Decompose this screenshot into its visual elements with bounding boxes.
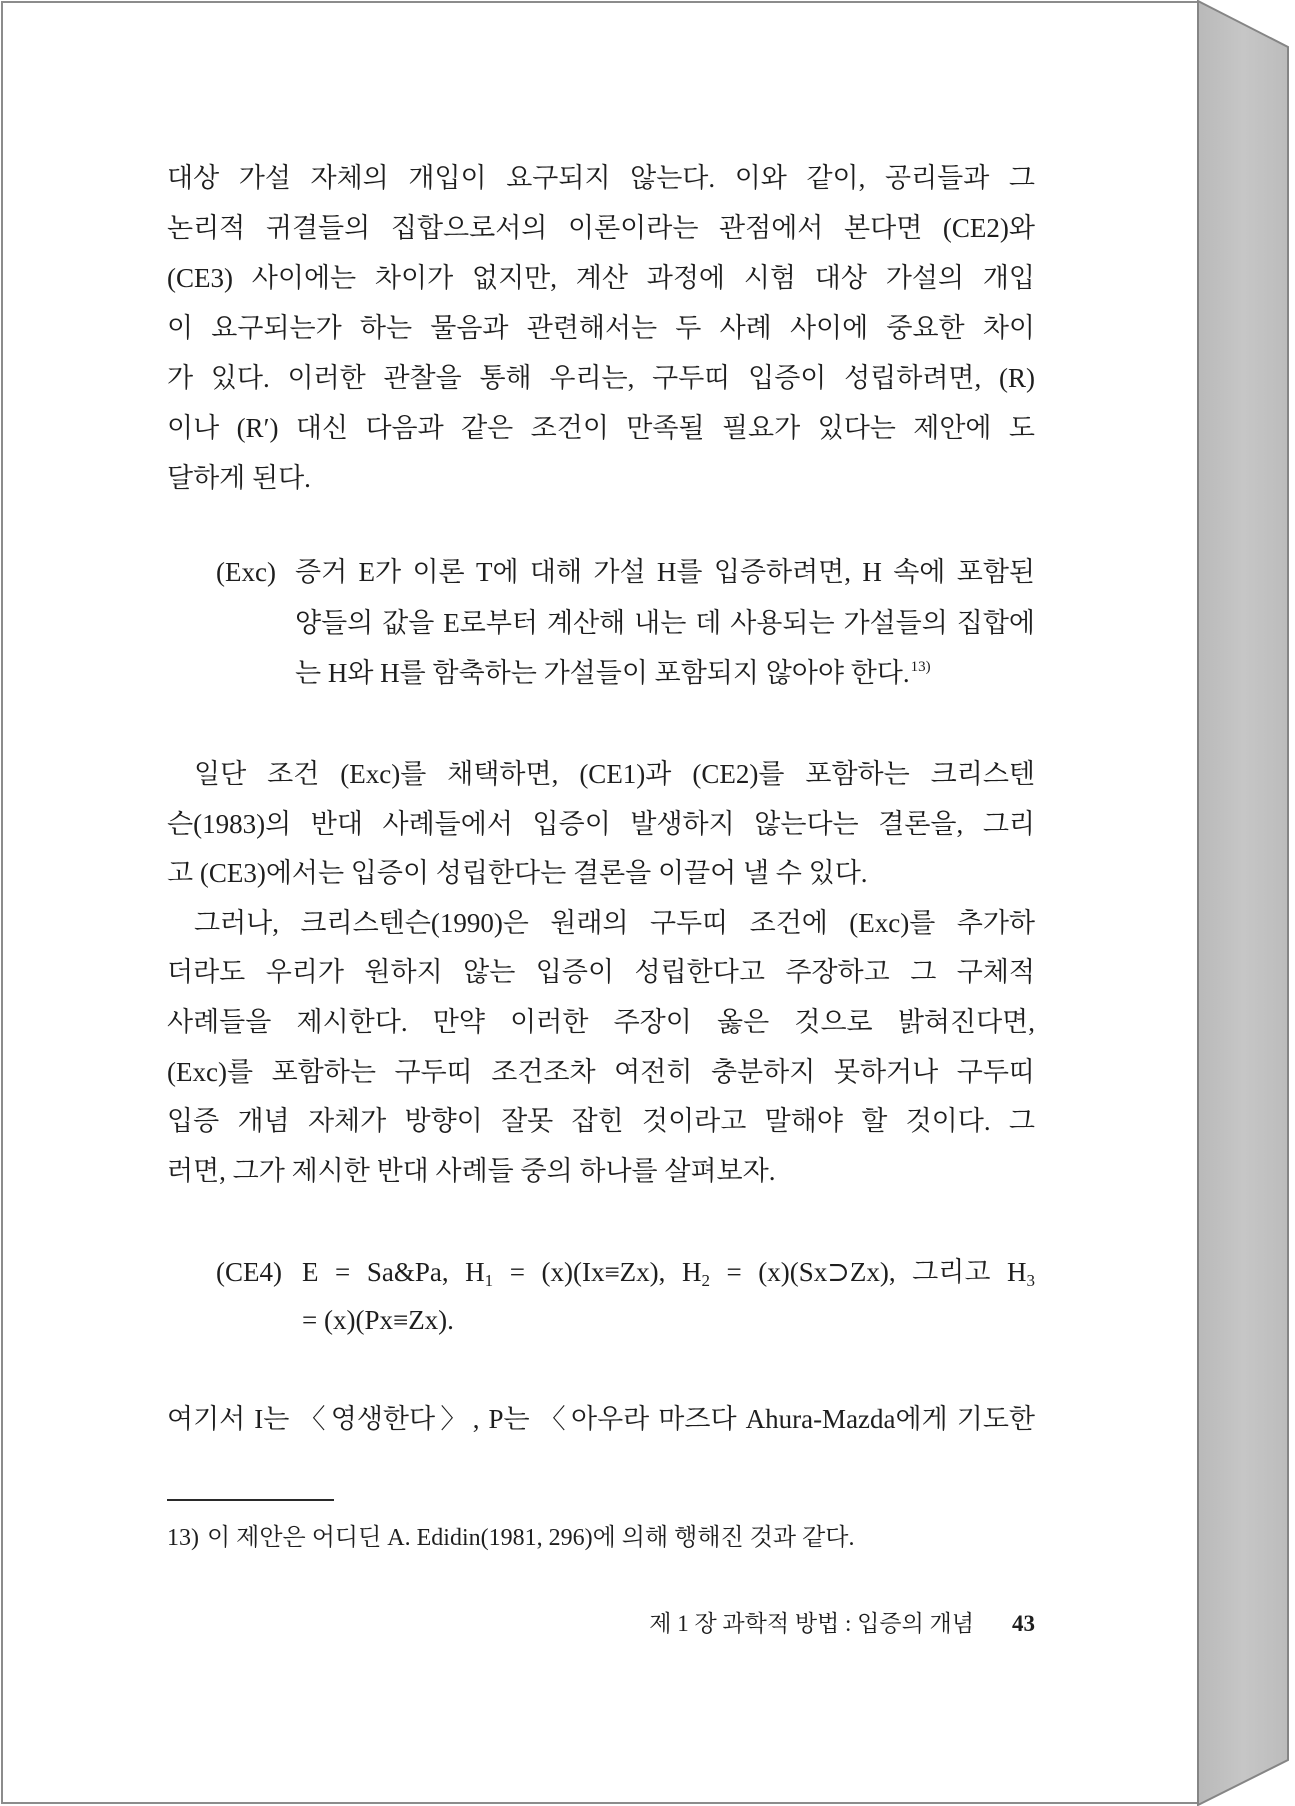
book-edge-face: [1198, 1, 1288, 1805]
formula-line: = (x)(Px≡Zx).: [302, 1305, 454, 1335]
formula-segment: = (x)(Ix≡Zx), H: [493, 1257, 702, 1287]
chapter-title: 제 1 장 과학적 방법 : 입증의 개념: [649, 1611, 974, 1636]
counterexample-label: (CE4): [216, 1257, 282, 1287]
footnote: [167, 1521, 1035, 1555]
paragraph-4: [167, 1394, 1035, 1444]
text-line: 그러나, 크리스텐슨(1990)은 원래의 구두띠 조건에 (Exc)를 추가하: [194, 907, 1035, 938]
text-line: 증거 E가 이론 T에 대해 가설 H를 입증하려면, H 속에 포함된: [295, 557, 1035, 587]
text-line: 입증 개념 자체가 방향이 잘못 잡힌 것이라고 말해야 할 것이다. 그: [167, 1106, 1035, 1137]
text-line: 일단 조건 (Exc)를 채택하면, (CE1)과 (CE2)를 포함하는 크리스텐: [194, 759, 1035, 789]
paragraph-1: [167, 153, 1035, 503]
formula-line: [302, 1248, 1035, 1296]
text-line: 이 요구되는가 하는 물음과 관련해서는 두 사례 사이에 중요한 차이: [167, 313, 1035, 343]
counterexample-ce4: [302, 1248, 1035, 1344]
text-segment: 는 H와 H를 함축하는 가설들이 포함되지 않아야 한다.: [295, 658, 910, 688]
text-line: 러면, 그가 제시한 반대 사례들 중의 하나를 살펴보자.: [167, 1155, 776, 1186]
text-line: 이나 (R′) 대신 다음과 같은 조건이 만족될 필요가 있다는 제안에 도: [167, 413, 1035, 443]
page-number: 43: [1012, 1611, 1035, 1636]
text-line: (CE3) 사이에는 차이가 없지만, 계산 과정에 시험 대상 가설의 개입: [167, 263, 1035, 293]
text-line: 양들의 값을 E로부터 계산해 내는 데 사용되는 가설들의 집합에: [295, 607, 1035, 638]
formula-segment: = (x)(Sx⊃Zx), 그리고 H: [709, 1257, 1027, 1287]
text-line: (Exc)를 포함하는 구두띠 조건조차 여전히 충분하지 못하거나 구두띠: [167, 1056, 1035, 1087]
footnote-reference: 13): [910, 659, 931, 675]
formula-segment: E = Sa&Pa, H: [302, 1257, 485, 1287]
text-line: 고 (CE3)에서는 입증이 성립한다는 결론을 이끌어 낼 수 있다.: [167, 858, 868, 889]
text-line: 여기서 I는 〈영생한다〉, P는 〈아우라 마즈다 Ahura-Mazda에게 기도한: [167, 1404, 1035, 1434]
text-line: 더라도 우리가 원하지 않는 입증이 성립한다고 주장하고 그 구체적: [167, 957, 1035, 988]
text-line: 달하게 된다.: [167, 463, 311, 493]
footnote-number: 13): [167, 1525, 199, 1551]
footnote-divider: [167, 1499, 334, 1501]
text-line: 슨(1983)의 반대 사례들에서 입증이 발생하지 않는다는 결론을, 그리: [167, 808, 1035, 839]
text-line: 대상 가설 자체의 개입이 요구되지 않는다. 이와 같이, 공리들과 그: [167, 163, 1035, 193]
subscript: 1: [484, 1271, 494, 1290]
footnote-text: 이 제안은 어디딘 A. Edidin(1981, 296)에 의해 행해진 것과 같다.: [207, 1525, 855, 1551]
text-line: 논리적 귀결들의 집합으로서의 이론이라는 관점에서 본다면 (CE2)와: [167, 213, 1035, 243]
paragraphs-2-3: [167, 750, 1035, 1196]
text-line: [295, 648, 1035, 699]
subscript: 2: [701, 1271, 710, 1290]
text-line: 사례들을 제시한다. 만약 이러한 주장이 옳은 것으로 밝혀진다면,: [167, 1006, 1035, 1037]
running-footer: [500, 1607, 1035, 1641]
subscript: 3: [1026, 1271, 1035, 1290]
condition-label: (Exc): [216, 557, 276, 587]
text-line: 가 있다. 이러한 관찰을 통해 우리는, 구두띠 입증이 성립하려면, (R): [167, 363, 1035, 393]
condition-exc: [295, 547, 1035, 699]
